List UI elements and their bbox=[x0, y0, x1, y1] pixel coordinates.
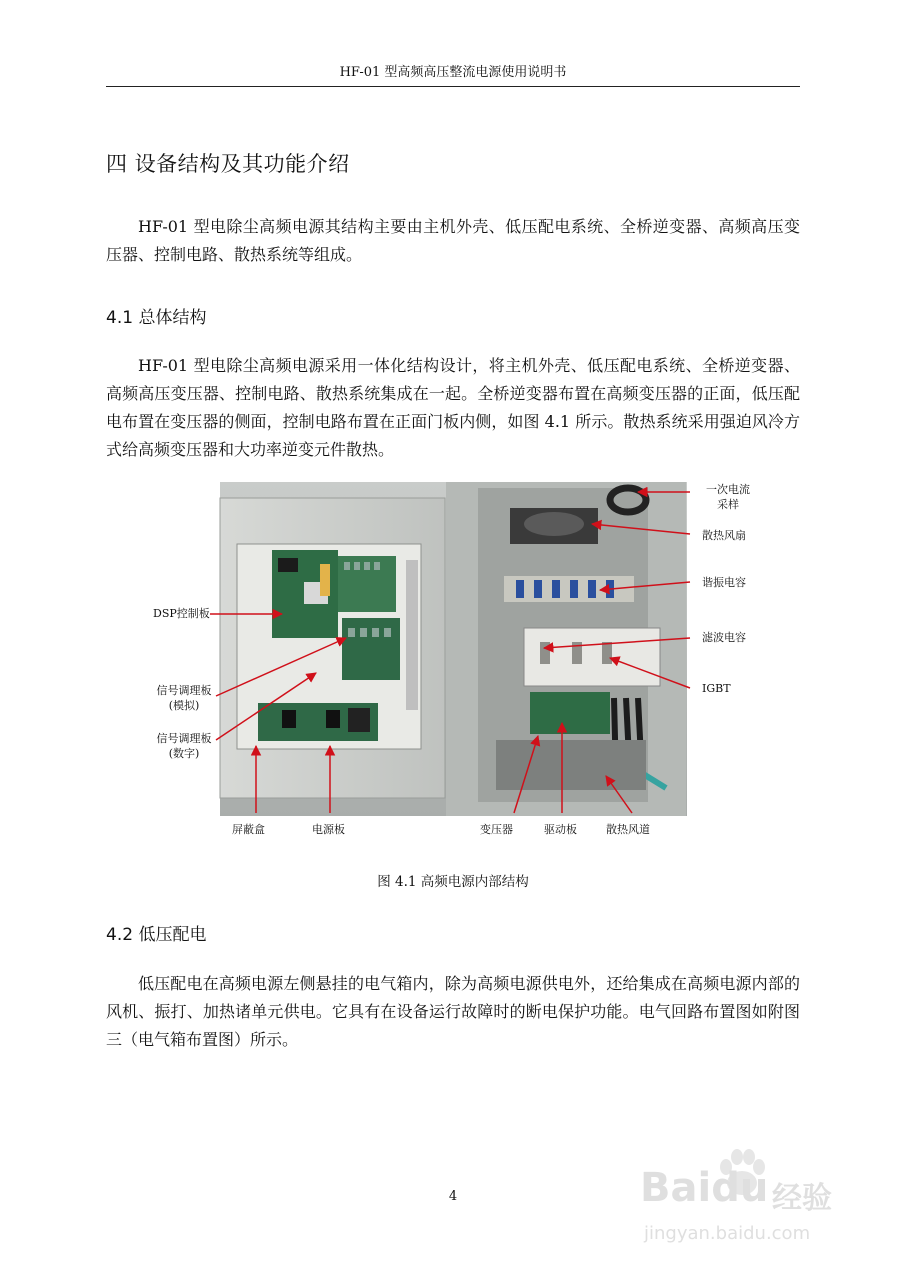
label-shield-box: 屏蔽盒 bbox=[232, 823, 265, 836]
label-signal-digital-line2: (数字) bbox=[168, 747, 200, 760]
low-voltage-paragraph: 低压配电在高频电源左侧悬挂的电气箱内，除为高频电源供电外，还给集成在高频电源内部的风机、振打、加热诸单元供电。它具有在设备运行故障时的断电保护功能。电气回路布置图如附图三（电气箱布置图）所示。 bbox=[106, 974, 800, 1049]
running-header: HF-01 型高频高压整流电源使用说明书 bbox=[106, 61, 800, 87]
label-signal-analog bbox=[146, 683, 222, 713]
label-power-board: 电源板 bbox=[312, 823, 345, 836]
label-cooling-fan: 散热风扇 bbox=[702, 529, 746, 542]
label-signal-digital bbox=[146, 731, 222, 761]
label-igbt: IGBT bbox=[702, 682, 731, 695]
label-ct-sampling bbox=[698, 482, 758, 512]
label-ct-line2: 采样 bbox=[717, 498, 739, 511]
watermark-brand: Baidu bbox=[640, 1165, 769, 1211]
label-ct-line1: 一次电流 bbox=[706, 483, 750, 496]
label-signal-analog-line1: 信号调理板 bbox=[156, 684, 212, 697]
section-title: 四 设备结构及其功能介绍 bbox=[106, 152, 350, 176]
label-dsp-board: DSP控制板 bbox=[153, 607, 210, 620]
page-number: 4 bbox=[448, 1189, 458, 1204]
label-driver-board: 驱动板 bbox=[544, 823, 577, 836]
cabinet-photo bbox=[106, 478, 800, 848]
label-signal-analog-line2: (模拟) bbox=[168, 699, 200, 712]
baidu-jingyan-watermark bbox=[640, 1145, 870, 1255]
label-resonant-capacitor: 谐振电容 bbox=[702, 576, 746, 589]
figure-caption: 图 4.1 高频电源内部结构 bbox=[377, 874, 529, 890]
watermark-url: jingyan.baidu.com bbox=[644, 1223, 811, 1244]
intro-paragraph: HF-01 型电除尘高频电源其结构主要由主机外壳、低压配电系统、全桥逆变器、高频高压变压器、控制电路、散热系统等组成。 bbox=[106, 217, 800, 264]
label-transformer: 变压器 bbox=[480, 823, 513, 836]
subsection-title-4-1: 4.1 总体结构 bbox=[106, 308, 207, 328]
label-filter-capacitor: 滤波电容 bbox=[702, 631, 746, 644]
overall-structure-paragraph: HF-01 型电除尘高频电源采用一体化结构设计，将主机外壳、低压配电系统、全桥逆变器、高频高压变压器、控制电路、散热系统集成在一起。全桥逆变器布置在高频变压器的正面，低压配电布置在变压器的侧面，控制电路布置在正面门板内侧，如图 4.1 所示。散热系统采用强迫风冷方式给高频变压器和大功率逆变元件散热。 bbox=[106, 356, 800, 459]
label-signal-digital-line1: 信号调理板 bbox=[156, 732, 212, 745]
watermark-jingyan: 经验 bbox=[772, 1181, 832, 1216]
subsection-title-4-2: 4.2 低压配电 bbox=[106, 925, 207, 945]
label-cooling-duct: 散热风道 bbox=[606, 823, 650, 836]
figure-4-1 bbox=[106, 478, 800, 848]
